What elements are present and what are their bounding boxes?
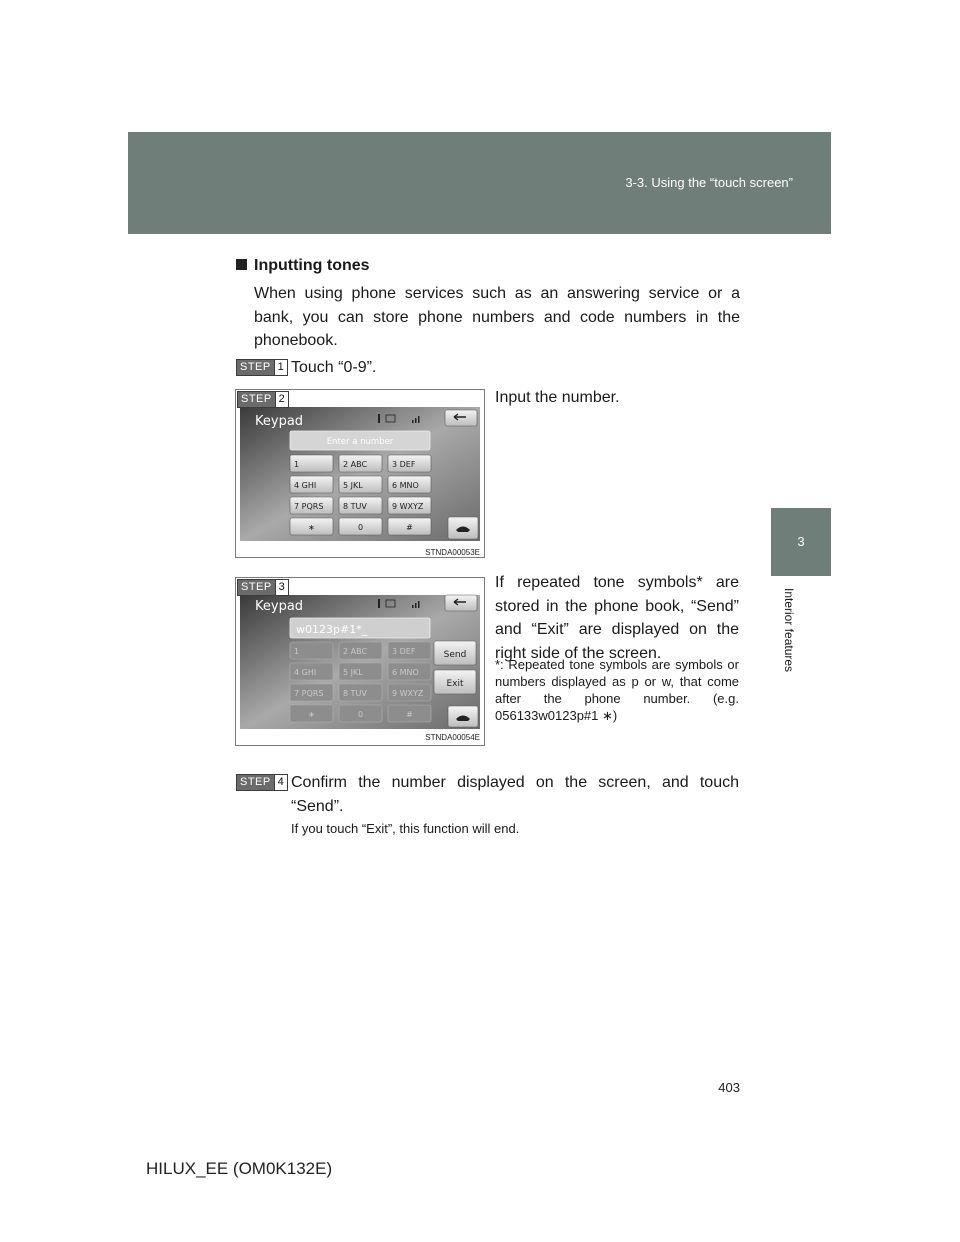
number-display: Enter a number: [326, 437, 394, 447]
keypad-key-label: 7 PQRS: [294, 689, 324, 698]
keypad-screen-2-graphic: [236, 578, 484, 745]
keypad-key-label: #: [406, 710, 413, 719]
chapter-label: Interior features: [782, 588, 796, 673]
keypad-key-label: 4 GHI: [294, 668, 317, 677]
step-1-text: Touch “0-9”.: [291, 359, 377, 376]
exit-button-label: Exit: [446, 679, 464, 689]
keypad-key-label: ∗: [308, 523, 315, 532]
number-display: w0123p#1*_: [296, 623, 368, 636]
step-4-note: If you touch “Exit”, this function will end.: [291, 821, 520, 836]
keypad-key-label: 5 JKL: [343, 668, 363, 677]
step-4-text: Confirm the number displayed on the screen, and touch “Send”.: [291, 774, 739, 815]
keypad-key-label: 9 WXYZ: [392, 502, 424, 511]
keypad-title: Keypad: [255, 599, 304, 614]
keypad-key-label: 8 TUV: [343, 502, 367, 511]
step-3-footnote: *: Repeated tone symbols are symbols or numbers displayed as p or w, that come after the phone number. (e.g. 056133w0123p#1 ∗): [495, 657, 739, 723]
keypad-key-label: 0: [357, 523, 364, 532]
keypad-screen-1-graphic: [236, 390, 484, 557]
keypad-key-label: 5 JKL: [343, 481, 363, 490]
keypad-key-label: 1: [294, 647, 300, 656]
send-button-label: Send: [443, 650, 467, 660]
keypad-key-label: 6 MNO: [392, 668, 419, 677]
manual-code: HILUX_EE (OM0K132E): [146, 1159, 333, 1178]
keypad-key-label: 3 DEF: [392, 647, 416, 656]
page-number: 403: [718, 1080, 740, 1095]
section-title: Inputting tones: [254, 257, 370, 274]
step-2-badge: STEP 2: [237, 391, 289, 408]
step-3-badge: STEP 3: [237, 579, 289, 596]
keypad-key-label: 1: [294, 460, 300, 469]
chapter-section-title: 3-3. Using the “touch screen”: [625, 175, 793, 190]
keypad-key-label: 2 ABC: [343, 647, 368, 656]
figure-caption: STNDA00054E: [425, 733, 480, 742]
keypad-key-label: ∗: [308, 710, 315, 719]
section-bullet-icon: [236, 259, 247, 270]
step-1-badge: STEP 1: [236, 359, 288, 376]
keypad-key-label: 2 ABC: [343, 460, 368, 469]
keypad-title: Keypad: [255, 414, 304, 429]
keypad-key-label: 3 DEF: [392, 460, 416, 469]
keypad-screenshot-1: [235, 389, 485, 558]
chapter-number: 3: [797, 534, 805, 549]
keypad-screenshot-2: [235, 577, 485, 746]
chapter-header: [128, 132, 831, 234]
step-3-text: If repeated tone symbols* are stored in the phone book, “Send” and “Exit” are displayed on the right side of the screen.: [495, 574, 739, 662]
section-intro: When using phone services such as an answering service or a bank, you can store phone numbers and code numbers in the phonebook.: [254, 285, 740, 349]
keypad-key-label: 6 MNO: [392, 481, 419, 490]
keypad-key-label: #: [406, 523, 413, 532]
step-2-text: Input the number.: [495, 389, 620, 406]
keypad-key-label: 0: [357, 710, 364, 719]
figure-caption: STNDA00053E: [425, 548, 480, 557]
step-4-badge: STEP 4: [236, 774, 288, 791]
keypad-key-label: 9 WXYZ: [392, 689, 424, 698]
keypad-key-label: 8 TUV: [343, 689, 367, 698]
keypad-key-label: 7 PQRS: [294, 502, 324, 511]
keypad-key-label: 4 GHI: [294, 481, 317, 490]
